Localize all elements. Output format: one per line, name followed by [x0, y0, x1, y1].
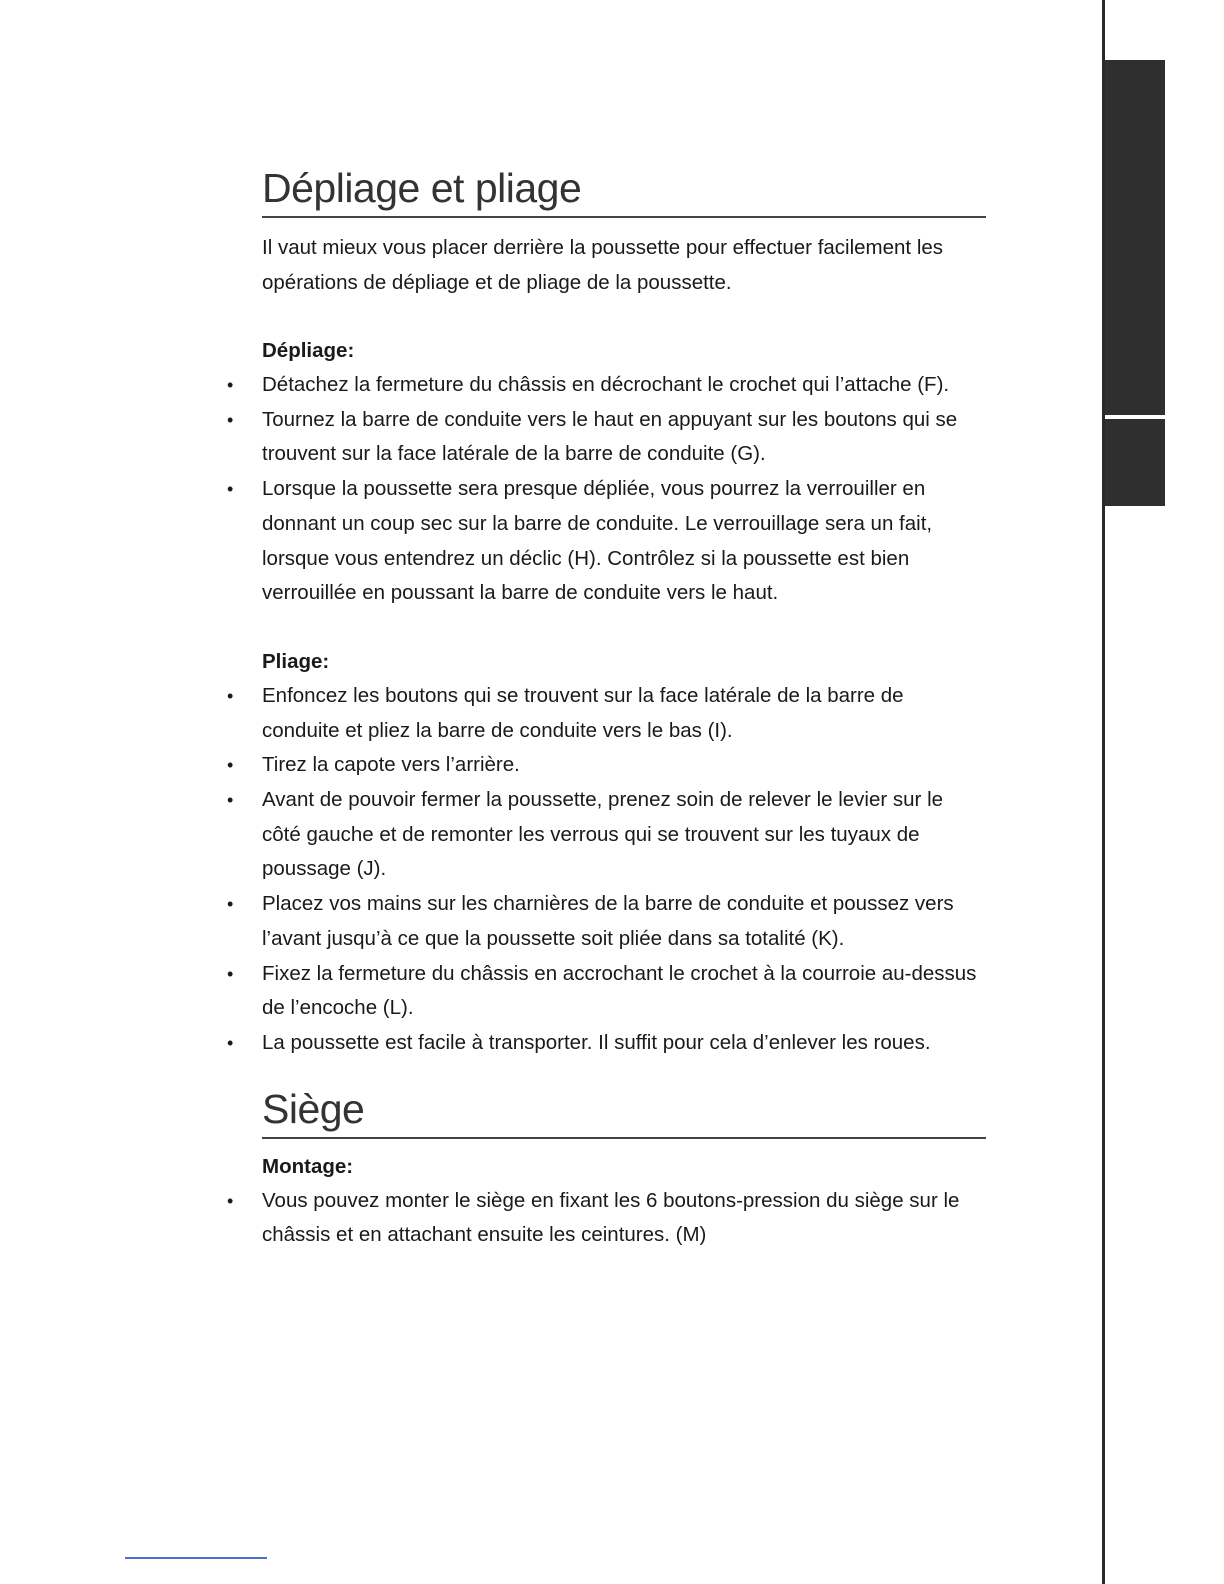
section-title-seat: Siège: [262, 1085, 986, 1139]
list-item: • Avant de pouvoir fermer la poussette, prenez soin de relever le levier sur le côté gauche et de remonter les verrous qui se trouvent sur les tuyaux de poussage (J).: [262, 783, 986, 887]
list-item: • La poussette est facile à transporter. Il suffit pour cela d’enlever les roues.: [262, 1026, 986, 1061]
bullet-icon: •: [227, 963, 234, 984]
list-item: • Tournez la barre de conduite vers le haut en appuyant sur les boutons qui se trouvent sur la face latérale de la barre de conduite (G).: [262, 403, 986, 472]
mount-heading: Montage:: [262, 1154, 354, 1178]
bullet-icon: •: [227, 685, 234, 706]
chapter-tab: [1105, 419, 1165, 506]
bullet-icon: •: [227, 755, 234, 776]
bullet-icon: •: [227, 479, 234, 500]
seat-section: [227, 1085, 986, 1253]
bullet-icon: •: [227, 1032, 234, 1053]
unfold-list: [227, 368, 986, 611]
intro-paragraph: Il vaut mieux vous placer derrière la poussette pour effectuer facilement les opérations de dépliage et de pliage de la poussette.: [262, 236, 944, 294]
fold-heading: Pliage:: [262, 649, 330, 673]
section-title-folding: Dépliage et pliage: [262, 164, 986, 218]
mount-list: [227, 1184, 986, 1253]
bullet-icon: •: [227, 894, 234, 915]
fold-list: [227, 679, 986, 1061]
list-item: • Placez vos mains sur les charnières de la barre de conduite et poussez vers l’avant jusqu’à ce que la poussette soit pliée dans sa totalité (K).: [262, 887, 986, 956]
footer-link-underline[interactable]: [125, 1557, 267, 1559]
list-item: • Détachez la fermeture du châssis en décrochant le crochet qui l’attache (F).: [262, 368, 986, 403]
bullet-icon: •: [227, 790, 234, 811]
list-item: • Tirez la capote vers l’arrière.: [262, 748, 986, 783]
list-item: • Fixez la fermeture du châssis en accrochant le crochet à la courroie au-dessus de l’encoche (L).: [262, 957, 986, 1026]
list-item: • Enfoncez les boutons qui se trouvent sur la face latérale de la barre de conduite et pliez la barre de conduite vers le bas (I).: [262, 679, 986, 748]
bullet-icon: •: [227, 409, 234, 430]
bullet-icon: •: [227, 375, 234, 395]
list-item: • Lorsque la poussette sera presque dépliée, vous pourrez la verrouiller en donnant un coup sec sur la barre de conduite. Le verrouillage sera un fait, lorsque vous entendrez un déclic (H). Contrôlez si la poussette est bien verrouillée en poussant la barre de conduite vers le haut.: [262, 472, 986, 611]
bullet-icon: •: [227, 1190, 234, 1211]
chapter-tab-active: [1105, 60, 1165, 415]
page-content: [227, 164, 986, 1253]
unfold-heading: Dépliage:: [262, 339, 355, 362]
list-item: • Vous pouvez monter le siège en fixant les 6 boutons-pression du siège sur le châssis et en attachant ensuite les ceintures. (M): [262, 1184, 986, 1253]
